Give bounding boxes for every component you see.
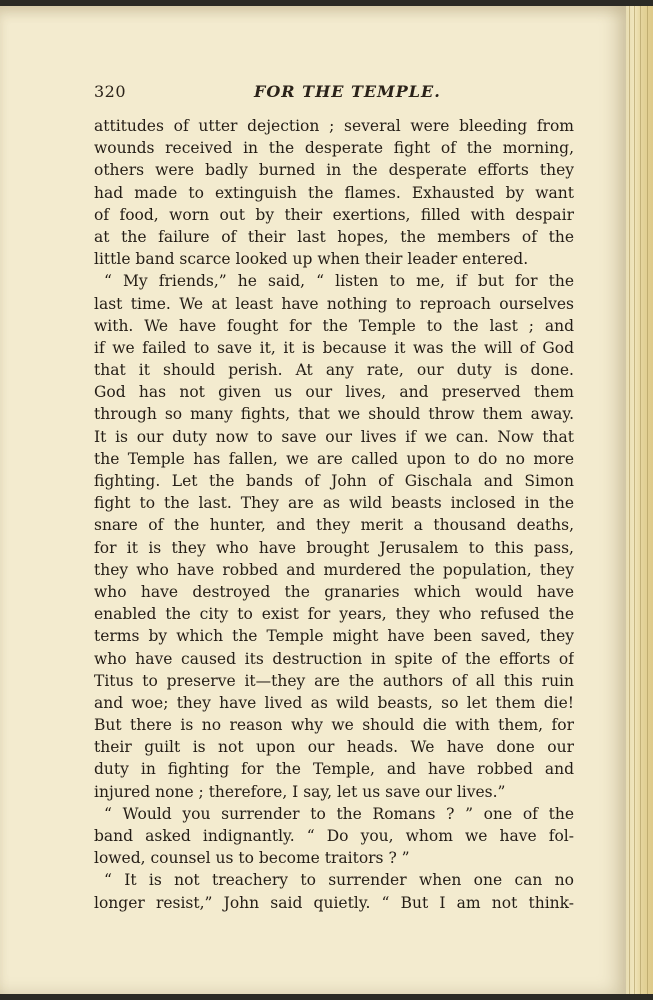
text-line: if we failed to save it, it is because it was the will of God xyxy=(94,338,574,357)
text-line: who have destroyed the granaries which would have xyxy=(94,582,574,601)
text-line: fight to the last. They are as wild beasts inclosed in the xyxy=(94,494,574,513)
text-line: “ It is not treachery to surrender when one can no xyxy=(104,871,574,890)
text-line: at the failure of their last hopes, the members of the xyxy=(94,227,574,246)
page-edge-line xyxy=(634,6,635,994)
text-line: It is our duty now to save our lives if we can. Now that xyxy=(94,427,574,446)
text-line: God has not given us our lives, and preserved them xyxy=(94,383,574,402)
text-line: longer resist,” John said quietly. “ But I am not think- xyxy=(94,893,574,912)
text-line: through so many fights, that we should throw them away. xyxy=(94,405,574,424)
text-line: and woe; they have lived as wild beasts, so let them die! xyxy=(94,693,574,712)
text-line: enabled the city to exist for years, they who refused the xyxy=(94,605,574,624)
text-line: “ Would you surrender to the Romans ? ” one of the xyxy=(104,804,574,823)
page-edge-line xyxy=(647,6,648,994)
text-line: for it is they who have brought Jerusalem to this pass, xyxy=(94,538,574,557)
text-line: snare of the hunter, and they merit a thousand deaths, xyxy=(94,516,574,535)
text-line: that it should perish. At any rate, our duty is done. xyxy=(94,361,574,380)
page-edge xyxy=(626,6,653,994)
text-line: terms by which the Temple might have been saved, they xyxy=(94,627,574,646)
page-header xyxy=(94,82,574,102)
text-line: others were badly burned in the desperate efforts they xyxy=(94,161,574,180)
text-line: little band scarce looked up when their leader entered. xyxy=(94,250,529,269)
page-edge-line xyxy=(629,6,630,994)
text-line: band asked indignantly. “ Do you, whom we have fol- xyxy=(94,827,574,845)
text-line: who have caused its destruction in spite of the efforts of xyxy=(94,649,574,668)
text-line: attitudes of utter dejection ; several were bleeding from xyxy=(94,117,574,135)
running-title: FOR THE TEMPLE. xyxy=(254,82,441,101)
text-line: their guilt is not upon our heads. We have done our xyxy=(94,738,574,757)
page-edge-line xyxy=(640,6,641,994)
body-text xyxy=(94,115,574,914)
text-line: fighting. Let the bands of John of Gischala and Simon xyxy=(94,472,574,490)
page-number: 320 xyxy=(94,82,127,101)
text-line: But there is no reason why we should die with them, for xyxy=(94,716,574,735)
text-line: lowed, counsel us to become traitors ? ” xyxy=(94,849,410,868)
text-line: “ My friends,” he said, “ listen to me, if but for the xyxy=(104,272,574,291)
text-line: of food, worn out by their exertions, filled with despair xyxy=(94,205,574,224)
text-line: last time. We at least have nothing to reproach ourselves xyxy=(94,294,574,313)
text-line: injured none ; therefore, I say, let us save our lives.” xyxy=(94,782,506,801)
text-line: duty in fighting for the Temple, and have robbed and xyxy=(94,760,574,779)
text-line: with. We have fought for the Temple to the last ; and xyxy=(94,316,574,335)
text-line: Titus to preserve it—they are the authors of all this ruin xyxy=(94,671,574,690)
text-line: had made to extinguish the flames. Exhausted by want xyxy=(94,183,574,202)
text-line: wounds received in the desperate fight of the morning, xyxy=(94,139,574,158)
text-line: the Temple has fallen, we are called upon to do no more xyxy=(94,449,574,468)
book-page xyxy=(0,6,626,994)
text-line: they who have robbed and murdered the population, they xyxy=(94,560,574,579)
